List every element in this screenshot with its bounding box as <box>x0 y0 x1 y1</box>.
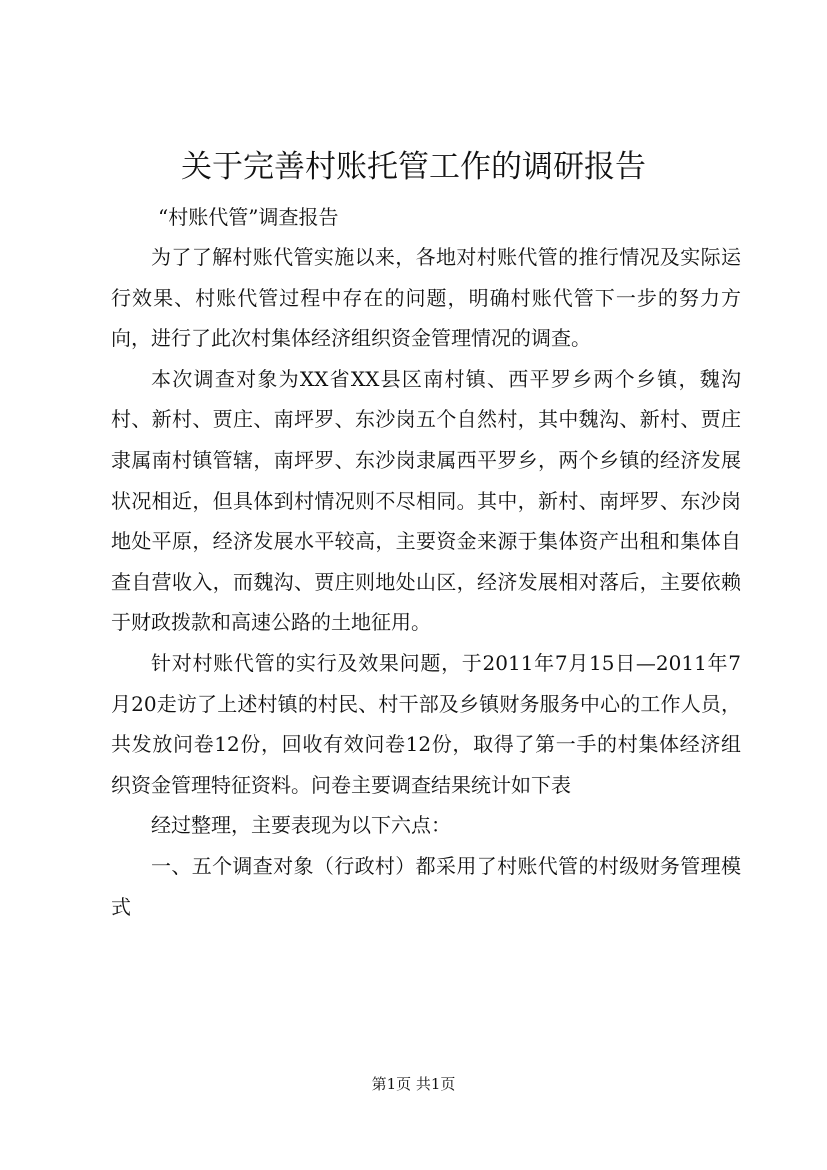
paragraph-point-one: 一、五个调查对象（行政村）都采用了村账代管的村级财务管理模式 <box>111 853 741 919</box>
paragraph-purpose: 为了了解村账代管实施以来，各地对村账代管的推行情况及实际运行效果、村账代管过程中存在的问题，明确村账代管下一步的努力方向，进行了此次村集体经济组织资金管理情况的调查。 <box>111 245 741 351</box>
document-body <box>111 237 741 927</box>
page-number-footer: 第1页 共1页 <box>371 1075 456 1093</box>
paragraph-survey-method: 针对村账代管的实行及效果问题，于2011年7月15日—2011年7月20走访了上述村镇的村民、村干部及乡镇财务服务中心的工作人员，共发放问卷12份，回收有效问卷12份，取得了第一手的村集体经济组织资金管理特征资料。问卷主要调查结果统计如下表 <box>111 650 741 797</box>
paragraph-survey-objects: 本次调查对象为XX省XX县区南村镇、西平罗乡两个乡镇，魏沟村、新村、贾庄、南坪罗、东沙岗五个自然村，其中魏沟、新村、贾庄隶属南村镇管辖，南坪罗、东沙岗隶属西平罗乡，两个乡镇的经济发展状况相近，但具体到村情况则不尽相同。其中，新村、南坪罗、东沙岗地处平原，经济发展水平较高，主要资金来源于集体资产出租和集体自查自营收入，而魏沟、贾庄则地处山区，经济发展相对落后，主要依赖于财政拨款和高速公路的土地征用。 <box>111 366 741 635</box>
document-subtitle: “村账代管”调查报告 <box>158 205 339 229</box>
document-title: 关于完善村账托管工作的调研报告 <box>181 149 646 185</box>
paragraph-summary-intro: 经过整理，主要表现为以下六点： <box>151 813 451 838</box>
